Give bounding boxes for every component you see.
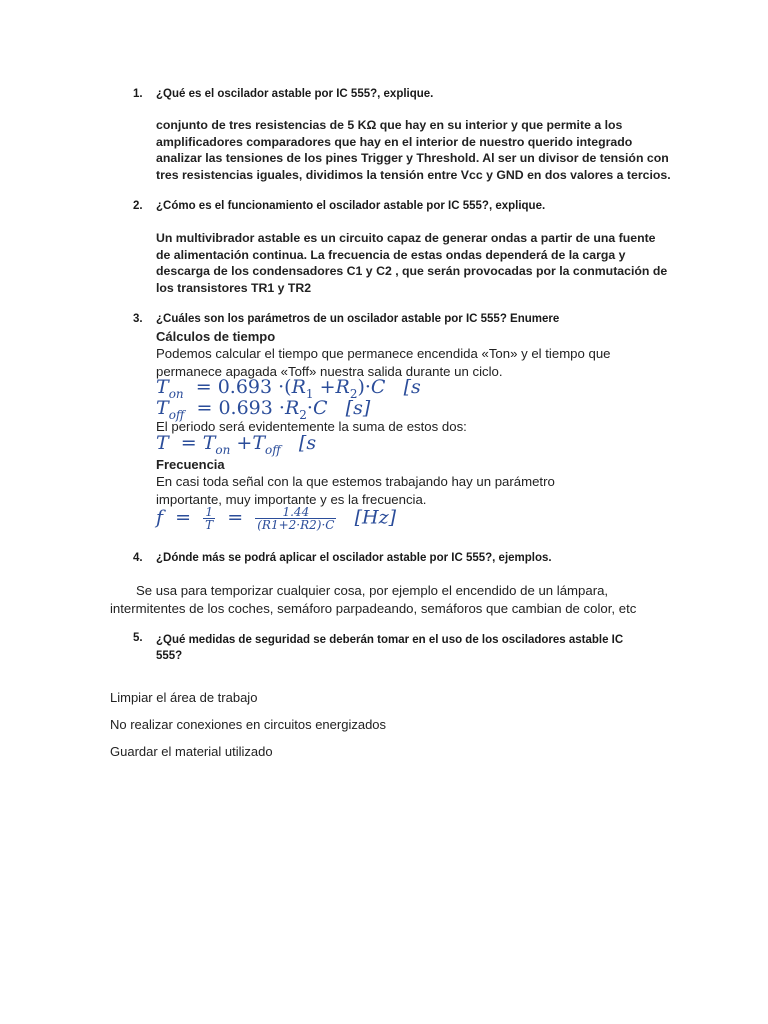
answer-line: Se usa para temporizar cualquier cosa, por ejemplo el encendido de un lámpara, xyxy=(136,583,609,598)
answer-line: conjunto de tres resistencias de 5 KΩ que hay en su interior y que permite a los xyxy=(156,118,623,132)
formula-period: $T = T_{on} +T_{off}$ [s xyxy=(156,432,317,457)
answer-line: analizar las tensiones de los pines Trigger y Threshold. Al ser un divisor de tensión con xyxy=(156,151,669,165)
safety-item: Guardar el material utilizado xyxy=(110,744,273,759)
answer-line: tres resistencias iguales, dividimos la tensión entre Vcc y GND en dos valores a tercios. xyxy=(156,167,671,182)
answer-2 xyxy=(156,230,667,296)
question-number: 1. xyxy=(133,88,143,100)
answer-line: intermitentes de los coches, semáforo parpadeando, semáforos que cambian de color, etc xyxy=(110,601,637,616)
fraction: $\frac{1.44}{(R1+2\cdot R2)\cdot C}$ xyxy=(257,505,335,532)
period-text: El periodo será evidentemente la suma de estos dos: xyxy=(156,419,467,434)
section-heading-time: Cálculos de tiempo xyxy=(156,329,276,344)
text-line: Podemos calcular el tiempo que permanece encendida «Ton» y el tiempo que xyxy=(156,346,611,361)
formula-toff: $T_{off} = 0.693 \cdot R_2\cdot C$ [s] xyxy=(156,397,371,422)
question-line: 555? xyxy=(156,650,183,662)
question-number: 5. xyxy=(133,632,143,644)
answer-line: amplificadores comparadores que hay en el interior de nuestro querido integrado xyxy=(156,134,633,149)
question-number: 4. xyxy=(133,552,143,564)
safety-item: No realizar conexiones en circuitos energizados xyxy=(110,717,387,732)
question-text: ¿Cuáles son los parámetros de un oscilador astable por IC 555? Enumere xyxy=(156,313,560,325)
question-number: 2. xyxy=(133,200,143,212)
question-text: ¿Dónde más se podrá aplicar el oscilador astable por IC 555?, ejemplos. xyxy=(156,552,552,564)
fraction: $\frac{1}{T}$ xyxy=(205,505,214,532)
answer-4 xyxy=(110,582,636,618)
answer-line: Un multivibrador astable es un circuito capaz de generar ondas a partir de una fuente xyxy=(156,231,656,245)
answer-1 xyxy=(156,117,671,183)
text-line: En casi toda señal con la que estemos trabajando hay un parámetro xyxy=(156,474,555,489)
formula-ton: $T_{on} = 0.693 \cdot(R_1 +R_2)\cdot C$ [s xyxy=(156,376,421,401)
answer-line: los transistores TR1 y TR2 xyxy=(156,280,312,295)
formula-frequency: f = $\frac{1}{T}$ = $\frac{1.44}{(R1+2\cdot R2)\cdot C}$ [Hz] xyxy=(156,505,396,532)
frequency-explanation xyxy=(156,473,555,509)
safety-item: Limpiar el área de trabajo xyxy=(110,690,258,705)
answer-line: de alimentación continua. La frecuencia de estas ondas dependerá de la carga y xyxy=(156,247,626,262)
question-number: 3. xyxy=(133,313,143,325)
question-text: ¿Qué es el oscilador astable por IC 555?, explique. xyxy=(156,88,434,100)
question-text xyxy=(156,632,623,664)
text-line: permanece apagada «Toff» nuestra salida durante un ciclo. xyxy=(156,364,503,379)
answer-line: descarga de los condensadores C1 y C2 , que serán provocadas por la conmutación de xyxy=(156,264,668,278)
section-heading-frequency: Frecuencia xyxy=(156,457,225,472)
text-line: importante, muy importante y es la frecuencia. xyxy=(156,492,427,507)
question-line: ¿Qué medidas de seguridad se deberán tomar en el uso de los osciladores astable IC xyxy=(156,634,624,646)
question-text: ¿Cómo es el funcionamiento el oscilador astable por IC 555?, explique. xyxy=(156,200,546,212)
